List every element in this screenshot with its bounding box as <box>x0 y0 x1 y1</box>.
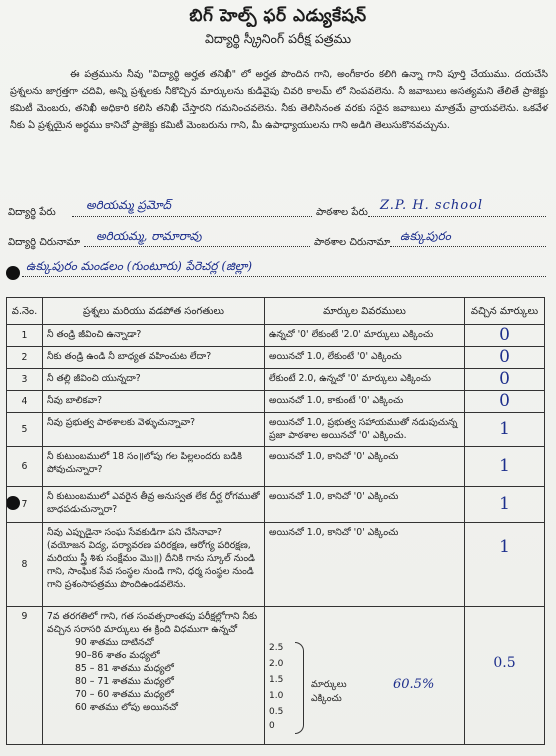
row-question: నీ కుటుంబములో 18 సం॥లోపు గల పిల్లలందరు బడికి పోవుచున్నారా? <box>43 447 265 487</box>
scale-value: 0.5 <box>269 707 284 717</box>
range-item: 90 శాతము దాటినచో <box>75 637 154 648</box>
row-obtained-marks[interactable]: 0 <box>465 369 545 391</box>
range-item: 80 – 71 శాతము మధ్యలో <box>75 676 174 687</box>
row-obtained-marks[interactable]: 0.5 <box>465 607 545 745</box>
row-number: 4 <box>7 391 43 413</box>
student-name-line <box>72 216 312 217</box>
student-address-value[interactable]: అరియమ్మ, రామారావు <box>96 229 202 243</box>
row-question: నీవు బాలికవా? <box>43 391 265 413</box>
row-question-grades <box>43 607 265 745</box>
address-line-2 <box>22 276 546 277</box>
table-header-row <box>7 298 545 325</box>
range-item: 85 – 81 శాతము మధ్యలో <box>75 663 174 674</box>
row-marks-rule: అయినచో 1.0, ప్రభుత్వ సహాయముతో నడుపుచున్న ప్రజా పాఠశాల అయినచో '0' ఎక్కించు. <box>265 413 465 447</box>
row-number: 1 <box>7 325 43 347</box>
range-item: 70 – 60 శాతము మధ్యలో <box>75 689 174 700</box>
scale-value: 0 <box>269 721 275 731</box>
row-marks-rule: అయినచో 1.0, కానిచో '0' ఎక్కించు <box>265 523 465 607</box>
row-marks-rule: అయినచో 1.0, లేకుంటే '0' ఎక్కించు <box>265 347 465 369</box>
col-header-serial: వ.నెం. <box>7 298 43 325</box>
school-name-value[interactable]: Z.P. H. school <box>380 198 484 213</box>
row-obtained-marks[interactable]: 0 <box>465 325 545 347</box>
col-header-marks-details: మార్కుల వివరములు <box>265 298 465 325</box>
table-row <box>7 523 545 607</box>
table-row <box>7 487 545 523</box>
row-obtained-marks[interactable]: 1 <box>465 487 545 523</box>
row-question: నీవు ఎప్పుడైనా సంఘ సేవకుడిగా పని చేసినావా? (వయోజన విద్య, పర్యావరణ పరిరక్షణ, ఆరోగ్య పరిరక్షణ, మరియు స్త్రీ శిశు సంక్షేమం మొ॥) దీనికి గాను స్కూల్ నుండి గాని, సాంఘిక సేవ సంస్థల నుండి గాని, ధర్మ సంస్థల నుండి గాని ప్రశంసాపత్రము పొందిఉండవలెను. <box>43 523 265 607</box>
row-obtained-marks[interactable]: 1 <box>465 523 545 607</box>
scale-value: 1.5 <box>269 675 284 685</box>
row-question: నీ తండ్రి జీవించి ఉన్నాడా? <box>43 325 265 347</box>
row-obtained-marks[interactable]: 0 <box>465 347 545 369</box>
scale-value: 2.0 <box>269 659 284 669</box>
col-header-marks-obtained: వచ్చిన మార్కులు <box>465 298 545 325</box>
table-row <box>7 347 545 369</box>
row-number: 7 <box>7 487 43 523</box>
punch-hole <box>6 266 20 280</box>
row-marks-rule: అయినచో 1.0, కానిచో '0' ఎక్కించు <box>265 447 465 487</box>
row-question: నీ తల్లి జీవించి యున్నదా? <box>43 369 265 391</box>
row-number: 5 <box>7 413 43 447</box>
row-marks-rule: అయినచో 1.0, కానిచో '0' ఎక్కించు <box>265 487 465 523</box>
row-marks-scale <box>265 607 465 745</box>
row-question: నీకు తండ్రి ఉండి నీ బాధ్యత వహించుట లేదా? <box>43 347 265 369</box>
table-row <box>7 447 545 487</box>
row-number: 9 <box>7 607 43 745</box>
row-obtained-marks[interactable]: 1 <box>465 413 545 447</box>
student-name-label: విద్యార్థి పేరు <box>8 207 56 218</box>
range-item: 90–86 శాతం మధ్యలో <box>75 650 160 661</box>
row-number: 8 <box>7 523 43 607</box>
school-address-line <box>390 246 546 247</box>
range-item: 60 శాతము లోపు అయినచో <box>75 702 178 713</box>
row-number: 2 <box>7 347 43 369</box>
scale-value: 1.0 <box>269 691 284 701</box>
table-row <box>7 413 545 447</box>
address-line-2-value[interactable]: ఉక్కుపురం మండలం (గుంటూరు) పేరెచర్ల (జిల్లా) <box>26 259 253 273</box>
student-address-label: విద్యార్థి చిరునామా <box>8 237 81 248</box>
row-obtained-marks[interactable]: 0 <box>465 391 545 413</box>
school-address-value[interactable]: ఉక్కుపురం <box>400 229 451 243</box>
row-marks-rule: అయినచో 1.0, కాకుంటే '0' ఎక్కించు <box>265 391 465 413</box>
instructions-paragraph: ఈ పత్రమును నీవు "విద్యార్థి అర్హత తనిఖీ" లో అర్హత పొందిన గాని, అంగీకారం కలిగి ఉన్నా గాని పూర్తి చేయుము. దయచేసి ప్రశ్నలను జాగ్రత్తగా చదివి, అన్ని ప్రశ్నలకు నీకొచ్చిన మార్కులను కుడివైపు చివరి కాలమ్ లో నింపవలెను. నీ జవాబులు అసత్యమని తేలితే ప్రాజెక్టు కమిటీ మెంబరు, తనిఖీ అధికారి కలిసి తనిఖీ చేస్తారని గమనించవలెను. నీకు తెలిసినంత వరకు సరైన జవాబులు మాత్రమే వ్రాయవలెను. ఒకవేళ నీకు ఏ ప్రశ్నయైన అర్థము కానిచో ప్రాజెక్టు కమిటీ మెంబరును గాని, మీ ఉపాధ్యాయులను గాని అడిగి తెలుసుకొనవచ్చును. <box>10 69 548 131</box>
school-address-label: పాఠశాల చిరునామా <box>314 237 391 248</box>
table-row <box>7 391 545 413</box>
row-question: నీవు ప్రభుత్వ పాఠశాలకు వెళ్ళుచున్నావా? <box>43 413 265 447</box>
table-row <box>7 607 545 745</box>
table-row <box>7 369 545 391</box>
row-marks-rule: ఉన్నచో '0' లేకుంటే '2.0' మార్కులు ఎక్కించు <box>265 325 465 347</box>
row-question: 7వ తరగతిలో గాని, గత సంవత్సరాంతపు పరీక్షల్లోగాని నీకు వచ్చిన సరాసరి మార్కులు ఈ క్రింది విధముగా ఉన్నచో <box>47 611 258 635</box>
row-question: నీ కుటుంబములో ఎవరైన తీవ్ర అనుస్వత లేక దీర్ఘ రోగముతో బాధపడుచున్నారా? <box>43 487 265 523</box>
page-title: బిగ్ హెల్ప్ ఫర్ ఎడ్యుకేషన్ <box>189 6 367 26</box>
row-obtained-marks[interactable]: 1 <box>465 447 545 487</box>
scale-label: మార్కులు ఎక్కించు <box>311 679 347 704</box>
student-address-line <box>84 246 310 247</box>
screening-table <box>6 297 545 745</box>
school-name-line <box>368 216 546 217</box>
scale-value: 2.5 <box>269 643 284 653</box>
percent-handwritten[interactable]: 60.5% <box>393 677 435 692</box>
row-number: 3 <box>7 369 43 391</box>
table-row <box>7 325 545 347</box>
page-subtitle: విద్యార్థి స్క్రీనింగ్ పరీక్ష పత్రము <box>204 31 352 46</box>
col-header-questions: ప్రశ్నలు మరియు వడపోత సంగతులు <box>43 298 265 325</box>
curly-brace <box>295 642 304 734</box>
student-name-value[interactable]: అరియమ్మ ప్రమోద్ <box>86 198 172 212</box>
row-number: 6 <box>7 447 43 487</box>
school-name-label: పాఠశాల పేరు <box>316 207 368 218</box>
row-marks-rule: లేకుంటే 2.0, ఉన్నచో '0' మార్కులు ఎక్కించు <box>265 369 465 391</box>
